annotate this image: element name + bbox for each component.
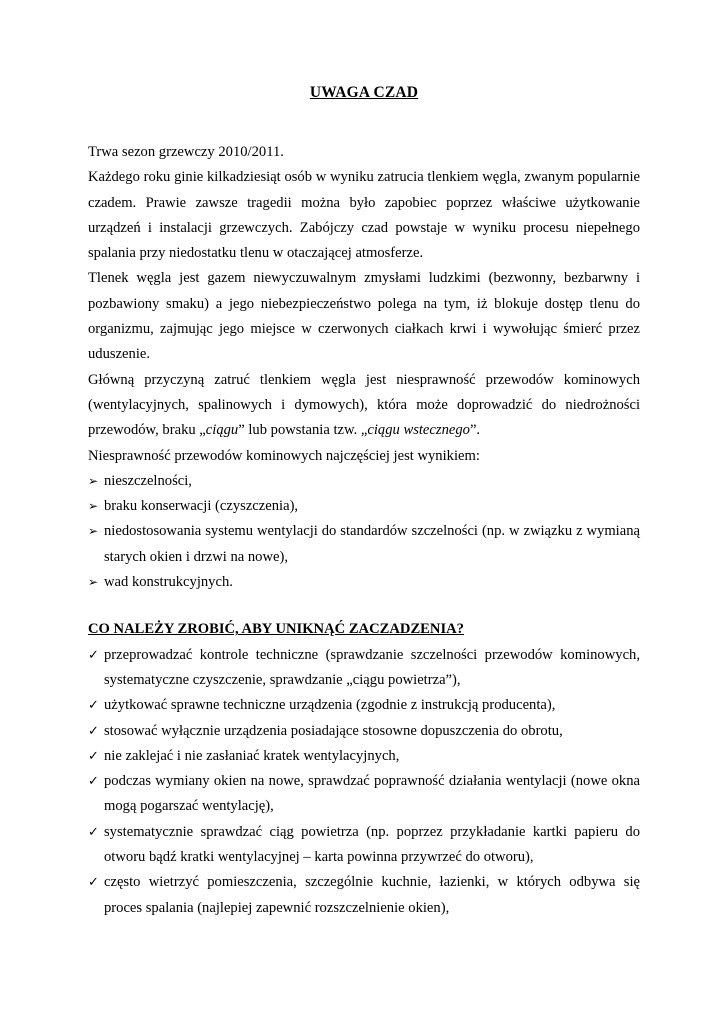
list-item: ➢ wad konstrukcyjnych. [88,570,640,595]
check-bullet-icon: ✓ [88,698,99,714]
intro-paragraph-2: Każdego roku ginie kilkadziesiąt osób w wyniku zatrucia tlenkiem węgla, zwanym popularnie czadem. Prawie zawsze tragedii można było zapobiec poprzez właściwe użytkowanie urządzeń i instalacji grzewczych. Zabójczy czad powstaje w wyniku procesu niepełnego spalania przy niedostatku tlenu w otaczającej atmosferze. [88,169,640,262]
check-bullet-icon: ✓ [88,824,99,840]
list-item: ✓ użytkować sprawne techniczne urządzenia (zgodnie z instrukcją producenta), [88,693,640,718]
page-title: UWAGA CZAD [309,84,419,101]
intro-paragraph-4 [88,368,640,444]
section-heading: CO NALEŻY ZROBIĆ, ABY UNIKNĄĆ ZACZADZENIA? [88,621,464,638]
check-bullet-icon: ✓ [88,774,99,790]
actions-list [88,643,640,921]
list-item: ✓ przeprowadzać kontrole techniczne (sprawdzanie szczelności przewodów kominowych, systematyczne czyszczenie, sprawdzanie „ciągu powietrza”), [88,643,640,694]
list-item: ➢ braku konserwacji (czyszczenia), [88,494,640,519]
p4-text-a: Główną przyczyną zatruć tlenkiem węgla jest niesprawność przewodów kominowych (wentylacyjnych, spalinowych i dymowych), która może doprowadzić do niedrożności przewodów, braku „ [88,371,640,439]
list-item: ✓ często wietrzyć pomieszczenia, szczególnie kuchnie, łazienki, w których odbywa się proces spalania (najlepiej zapewnić rozszczelnienie okien), [88,870,640,921]
list-item: ➢ nieszczelności, [88,469,640,494]
document-page [88,84,640,921]
arrow-bullet-icon: ➢ [88,473,99,488]
check-bullet-icon: ✓ [88,875,99,891]
check-bullet-icon: ✓ [88,647,99,663]
p4-italic-ciagu-wstecznego: ciągu wstecznego [367,422,470,439]
causes-list [88,469,640,595]
list-item: ✓ nie zaklejać i nie zasłaniać kratek wentylacyjnych, [88,744,640,769]
p4-italic-ciagu: ciągu [205,422,239,439]
list-item: ✓ podczas wymiany okien na nowe, sprawdzać poprawność działania wentylacji (nowe okna mogą pogarszać wentylację), [88,769,640,820]
arrow-bullet-icon: ➢ [88,524,99,539]
intro-paragraph-3: Tlenek węgla jest gazem niewyczuwalnym zmysłami ludzkimi (bezwonny, bezbarwny i pozbawiony smaku) a jego niebezpieczeństwo polega na tym, iż blokuje dostęp tlenu do organizmu, zajmując jego miejsce w czerwonych ciałkach krwi i wywołując śmierć przez uduszenie. [88,270,640,363]
p4-text-b: ” lub powstania tzw. „ [238,422,368,439]
list-item: ➢ niedostosowania systemu wentylacji do standardów szczelności (np. w związku z wymianą starych okien i drzwi na nowe), [88,519,640,570]
list-item: ✓ stosować wyłącznie urządzenia posiadające stosowne dopuszczenia do obrotu, [88,719,640,744]
arrow-bullet-icon: ➢ [88,575,99,590]
check-bullet-icon: ✓ [88,723,99,739]
intro-paragraph-5: Niesprawność przewodów kominowych najczęściej jest wynikiem: [88,447,480,464]
p4-text-c: ”. [469,422,481,439]
check-bullet-icon: ✓ [88,748,99,764]
arrow-bullet-icon: ➢ [88,499,99,514]
intro-paragraph-1: Trwa sezon grzewczy 2010/2011. [88,144,284,160]
list-item: ✓ systematycznie sprawdzać ciąg powietrza (np. poprzez przykładanie kartki papieru do otworu bądź kratki wentylacyjnej – karta powinna przywrzeć do otworu), [88,820,640,871]
